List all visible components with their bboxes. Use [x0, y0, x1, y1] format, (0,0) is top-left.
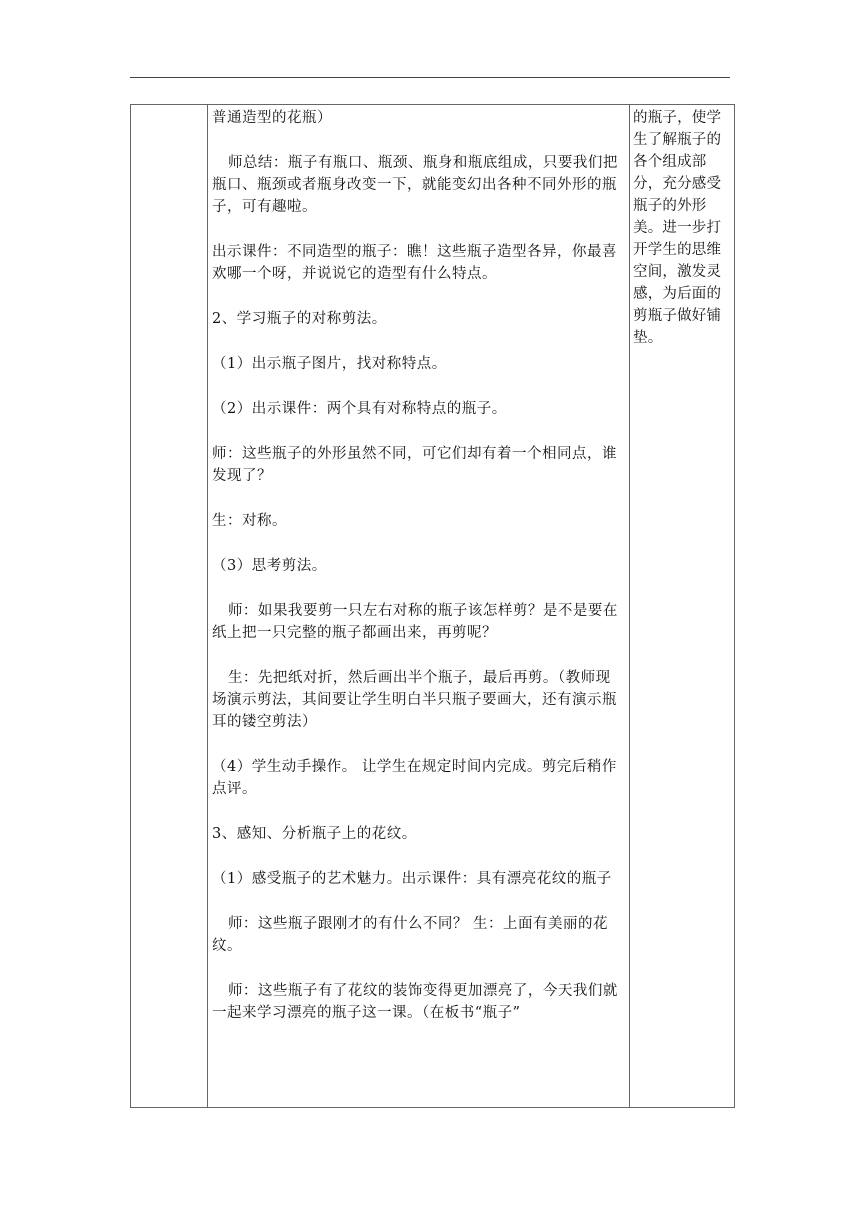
activity-cell — [208, 105, 630, 1108]
paragraph: （2）出示课件：两个具有对称特点的瓶子。 — [212, 401, 507, 417]
paragraph: （3）思考剪法。 — [212, 558, 327, 574]
paragraph: 出示课件：不同造型的瓶子：瞧！这些瓶子造型各异，你最喜欢哪一个呀，并说说它的造型有什么特点。 — [212, 244, 617, 282]
stage-cell — [131, 105, 208, 1108]
intent-cell — [630, 105, 735, 1108]
paragraph: 生：对称。 — [212, 513, 287, 529]
paragraph: 生：先把纸对折，然后画出半个瓶子，最后再剪。（教师现场演示剪法，其间要让学生明白半只瓶子要画大，还有演示瓶耳的镂空剪法） — [212, 670, 617, 730]
paragraph: 2、学习瓶子的对称剪法。 — [212, 311, 387, 327]
paragraph: 师：如果我要剪一只左右对称的瓶子该怎样剪？是不是要在纸上把一只完整的瓶子都画出来，再剪呢？ — [212, 603, 618, 641]
paragraph: （1）感受瓶子的艺术魅力。出示课件：具有漂亮花纹的瓶子 — [212, 871, 612, 887]
header-rule — [130, 77, 730, 78]
lesson-plan-table — [130, 104, 735, 1108]
paragraph: 普通造型的花瓶） — [212, 110, 332, 126]
paragraph: 师：这些瓶子的外形虽然不同，可它们却有着一个相同点，谁发现了？ — [212, 446, 617, 484]
paragraph: 师总结：瓶子有瓶口、瓶颈、瓶身和瓶底组成，只要我们把瓶口、瓶颈或者瓶身改变一下，就能变幻出各种不同外形的瓶子，可有趣啦。 — [212, 155, 618, 215]
table-row — [131, 105, 735, 1108]
paragraph: 3、感知、分析瓶子上的花纹。 — [212, 826, 417, 842]
paragraph: （1）出示瓶子图片，找对称特点。 — [212, 356, 447, 372]
paragraph: 师：这些瓶子跟刚才的有什么不同？ 生：上面有美丽的花纹。 — [212, 916, 609, 954]
paragraph: 师：这些瓶子有了花纹的装饰变得更加漂亮了，今天我们就一起来学习漂亮的瓶子这一课。（在板书“瓶子” — [212, 983, 618, 1021]
intent-text: 的瓶子，使学生了解瓶子的各个组成部分，充分感受瓶子的外形美。进一步打开学生的思维空间，激发灵感，为后面的剪瓶子做好铺垫。 — [633, 110, 722, 346]
paragraph: （4）学生动手操作。 让学生在规定时间内完成。剪完后稍作点评。 — [212, 759, 617, 797]
activity-text — [208, 105, 629, 1107]
